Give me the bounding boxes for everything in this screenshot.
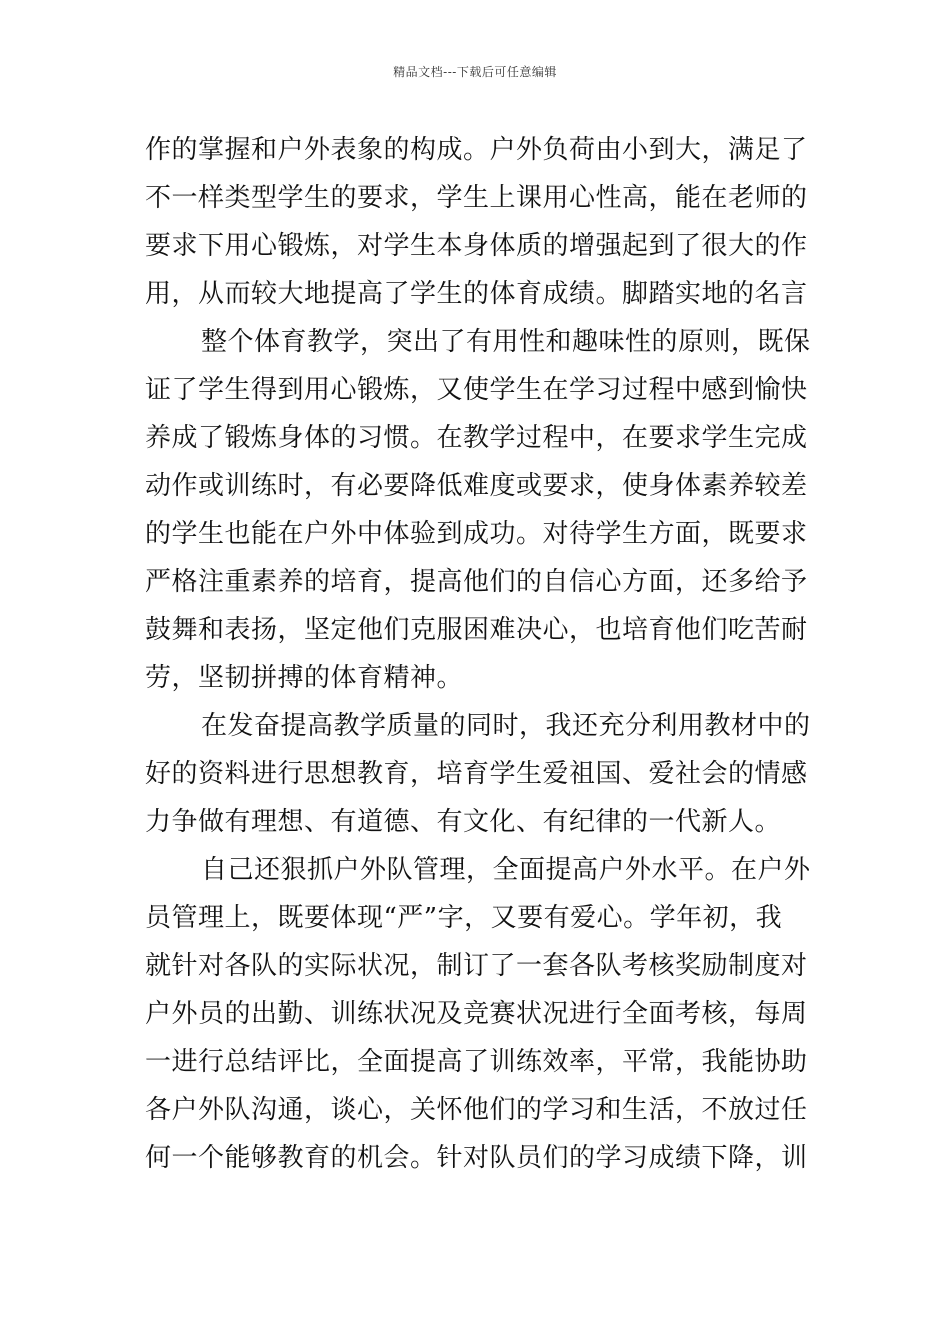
text-line: 作的掌握和户外表象的构成。户外负荷由小到大，满足了 (145, 135, 808, 165)
text-line: 员管理上，既要体现“严”字，又要有爱心。学年初，我 (145, 903, 783, 933)
text-line: 严格注重素养的培育，提高他们的自信心方面，还多给予 (145, 567, 808, 597)
text-line: 就针对各队的实际状况，制订了一套各队考核奖励制度对 (145, 951, 808, 981)
text-line: 鼓舞和表扬，坚定他们克服困难决心，也培育他们吃苦耐 (145, 615, 808, 645)
text-line: 好的资料进行思想教育，培育学生爱祖国、爱社会的情感 (145, 759, 808, 789)
text-line: 不一样类型学生的要求，学生上课用心性高，能在老师的 (145, 183, 808, 213)
text-line: 动作或训练时，有必要降低难度或要求，使身体素养较差 (145, 471, 808, 501)
text-line: 用，从而较大地提高了学生的体育成绩。脚踏实地的名言 (145, 279, 808, 309)
text-line: 力争做有理想、有道德、有文化、有纪律的一代新人。 (145, 807, 782, 837)
page-header: 精品文档---下载后可任意编辑 (393, 65, 557, 79)
text-line: 何一个能够教育的机会。针对队员们的学习成绩下降，训 (145, 1143, 808, 1173)
text-line: 自己还狠抓户外队管理，全面提高户外水平。在户外 (201, 855, 811, 885)
text-line: 证了学生得到用心锻炼，又使学生在学习过程中感到愉快 (145, 375, 808, 405)
text-line: 在发奋提高教学质量的同时，我还充分利用教材中的 (201, 711, 811, 741)
text-line: 整个体育教学，突出了有用性和趣味性的原则，既保 (201, 327, 811, 357)
text-line: 一进行总结评比，全面提高了训练效率，平常，我能协助 (145, 1047, 808, 1077)
text-line: 各户外队沟通，谈心，关怀他们的学习和生活，不放过任 (145, 1095, 808, 1125)
text-line: 要求下用心锻炼，对学生本身体质的增强起到了很大的作 (145, 231, 808, 261)
text-line: 劳，坚韧拼搏的体育精神。 (145, 663, 464, 693)
document-body (145, 126, 815, 1182)
text-line: 养成了锻炼身体的习惯。在教学过程中，在要求学生完成 (145, 423, 808, 453)
text-line: 户外员的出勤、训练状况及竞赛状况进行全面考核，每周 (145, 999, 808, 1029)
text-line: 的学生也能在户外中体验到成功。对待学生方面，既要求 (145, 519, 808, 549)
